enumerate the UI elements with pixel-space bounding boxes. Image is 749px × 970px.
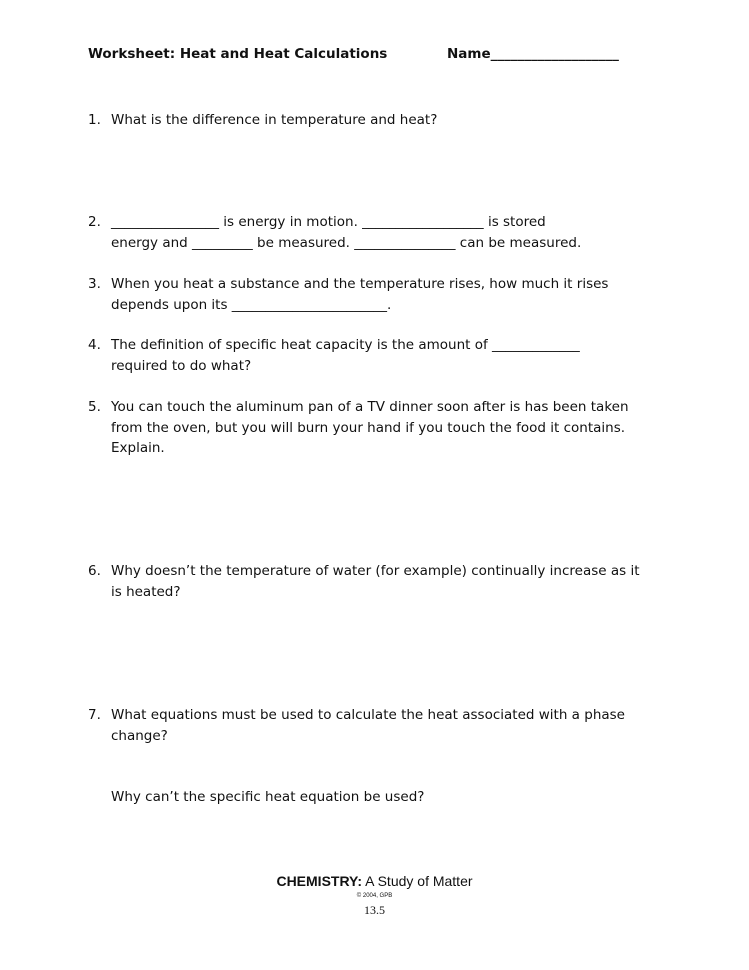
- question-text-line: ________________ is energy in motion. __________________ is stored: [111, 214, 546, 230]
- question-number: 7.: [88, 707, 101, 723]
- question-number: 2.: [88, 214, 101, 230]
- name-field-label: Name___________________: [447, 46, 619, 62]
- question-number: 6.: [88, 563, 101, 579]
- footer-copyright: © 2004, GPB: [356, 893, 393, 899]
- question-text-line: is heated?: [111, 583, 181, 600]
- question-text-line: energy and _________ be measured. _______________ can be measured.: [111, 234, 582, 251]
- footer-brand-bold: CHEMISTRY:: [276, 873, 363, 889]
- page-number: 13.5: [364, 903, 385, 917]
- question-4: [88, 335, 658, 376]
- question-5: [88, 397, 658, 459]
- question-text-line: Explain.: [111, 440, 165, 456]
- question-text-line: required to do what?: [111, 357, 252, 374]
- question-7: [88, 705, 658, 746]
- question-number: 3.: [88, 276, 101, 292]
- question-text-line: Why can’t the specific heat equation be used?: [111, 789, 425, 805]
- question-2: [88, 212, 658, 253]
- question-text-line: What equations must be used to calculate the heat associated with a phase: [111, 707, 625, 723]
- question-text-line: You can touch the aluminum pan of a TV dinner soon after is has been taken: [111, 399, 629, 415]
- question-number: 4.: [88, 337, 101, 353]
- question-text-line: change?: [111, 727, 168, 744]
- question-1: [88, 110, 658, 131]
- footer-brand-rest: A Study of Matter: [362, 873, 473, 889]
- footer-brand: [0, 873, 749, 889]
- question-number: 1.: [88, 112, 101, 128]
- question-text-line: The definition of specific heat capacity is the amount of _____________: [111, 337, 580, 353]
- question-7-followup: [88, 787, 658, 808]
- question-text-line: from the oven, but you will burn your hand if you touch the food it contains.: [111, 419, 626, 436]
- question-3: [88, 274, 658, 315]
- question-6: [88, 561, 658, 602]
- worksheet-title: Worksheet: Heat and Heat Calculations: [88, 46, 388, 62]
- question-text-line: What is the difference in temperature and heat?: [111, 112, 438, 128]
- question-text-line: When you heat a substance and the temperature rises, how much it rises: [111, 276, 609, 292]
- question-number: 5.: [88, 399, 101, 415]
- question-text-line: depends upon its _______________________.: [111, 296, 392, 313]
- question-text-line: Why doesn’t the temperature of water (for example) continually increase as it: [111, 563, 640, 579]
